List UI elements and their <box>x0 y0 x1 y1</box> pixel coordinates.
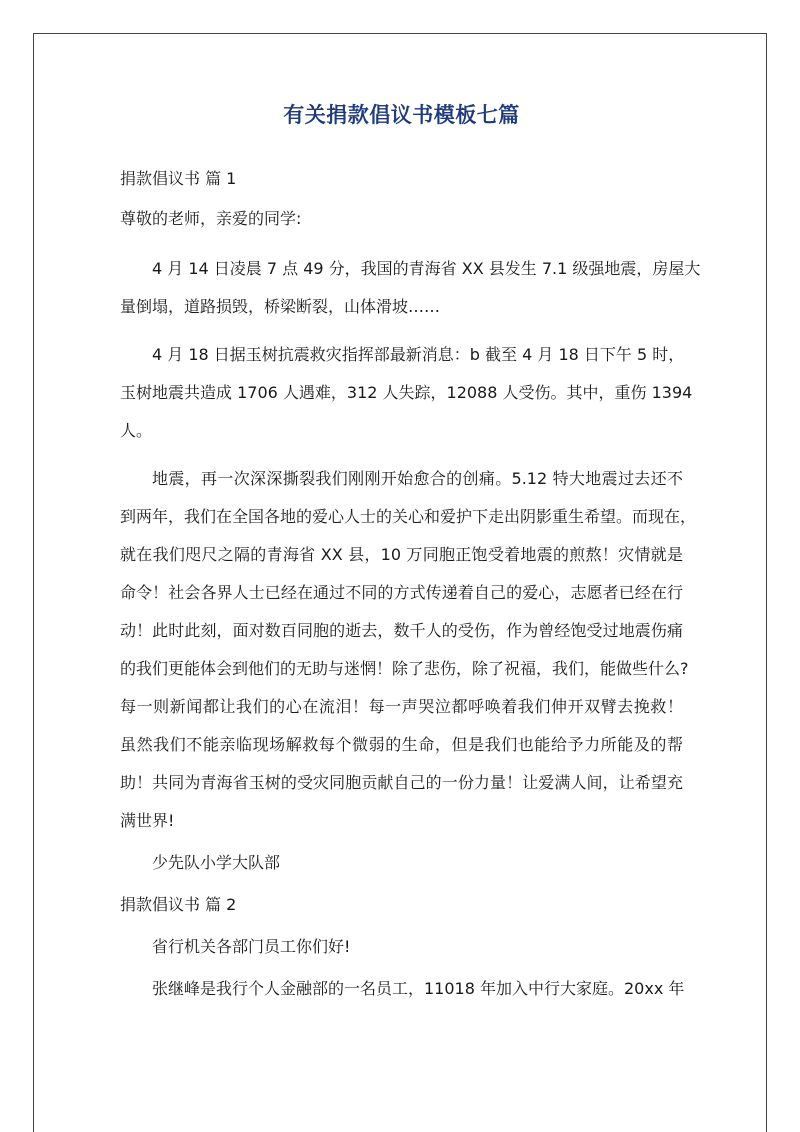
paragraph-line: 4 月 18 日据玉树抗震救灾指挥部最新消息：b 截至 4 月 18 日下午 5 时， <box>152 345 685 364</box>
paragraph-line: 4 月 14 日凌晨 7 点 49 分，我国的青海省 XX 县发生 7.1 级强地震，房屋大 <box>152 259 701 278</box>
paragraph-line: 量倒塌，道路损毁，桥梁断裂，山体滑坡…… <box>120 297 441 316</box>
paragraph-1-2-cont <box>120 374 693 450</box>
paragraph-line: 就在我们咫尺之隔的青海省 XX 县，10 万同胞正饱受着地震的煎熬！灾情就是 <box>120 545 683 564</box>
paragraph-line: 命令！社会各界人士已经在通过不同的方式传递着自己的爱心，志愿者已经在行 <box>120 583 683 602</box>
section-heading-2: 捐款倡议书 篇 2 <box>120 895 237 914</box>
paragraph-1-1 <box>120 250 701 288</box>
section-heading-1: 捐款倡议书 篇 1 <box>120 169 237 188</box>
paragraph-line: 虽然我们不能亲临现场解救每个微弱的生命，但是我们也能给予力所能及的帮 <box>120 735 683 754</box>
paragraph-line: 动！此时此刻，面对数百同胞的逝去，数千人的受伤，作为曾经饱受过地震伤痛 <box>120 621 683 640</box>
paragraph-1-3 <box>120 460 683 498</box>
paragraph-line: 人。 <box>120 421 153 440</box>
salutation-2: 省行机关各部门员工你们好! <box>152 937 351 956</box>
paragraph-1-2 <box>120 336 683 374</box>
paragraph-line: 玉树地震共造成 1706 人遇难，312 人失踪，12088 人受伤。其中，重伤 1394 <box>120 383 693 402</box>
paragraph-line: 每一则新闻都让我们的心在流泪！每一声哭泣都呼唤着我们伸开双臂去挽救！ <box>120 697 683 716</box>
paragraph-line: 满世界! <box>120 811 175 830</box>
paragraph-1-3-cont <box>120 498 697 840</box>
paragraph-line: 地震，再一次深深撕裂我们刚刚开始愈合的创痛。5.12 特大地震过去还不 <box>152 469 683 488</box>
document-body <box>120 100 701 1008</box>
paragraph-line: 到两年，我们在全国各地的爱心人士的关心和爱护下走出阴影重生希望。而现在， <box>120 507 697 526</box>
paragraph-1-1-cont <box>120 288 683 326</box>
paragraph-line: 张继峰是我行个人金融部的一名员工，11018 年加入中行大家庭。20xx 年 <box>152 979 685 998</box>
paragraph-line: 助！共同为青海省玉树的受灾同胞贡献自己的一份力量！让爱满人间，让希望充 <box>120 773 683 792</box>
salutation-1: 尊敬的老师，亲爱的同学: <box>120 209 302 228</box>
signature: 少先队小学大队部 <box>152 853 281 872</box>
paragraph-2-1 <box>120 970 683 1008</box>
document-title: 有关捐款倡议书模板七篇 <box>283 103 520 127</box>
paragraph-line: 的我们更能体会到他们的无助与迷惘！除了悲伤，除了祝福，我们，能做些什么? <box>120 659 689 678</box>
